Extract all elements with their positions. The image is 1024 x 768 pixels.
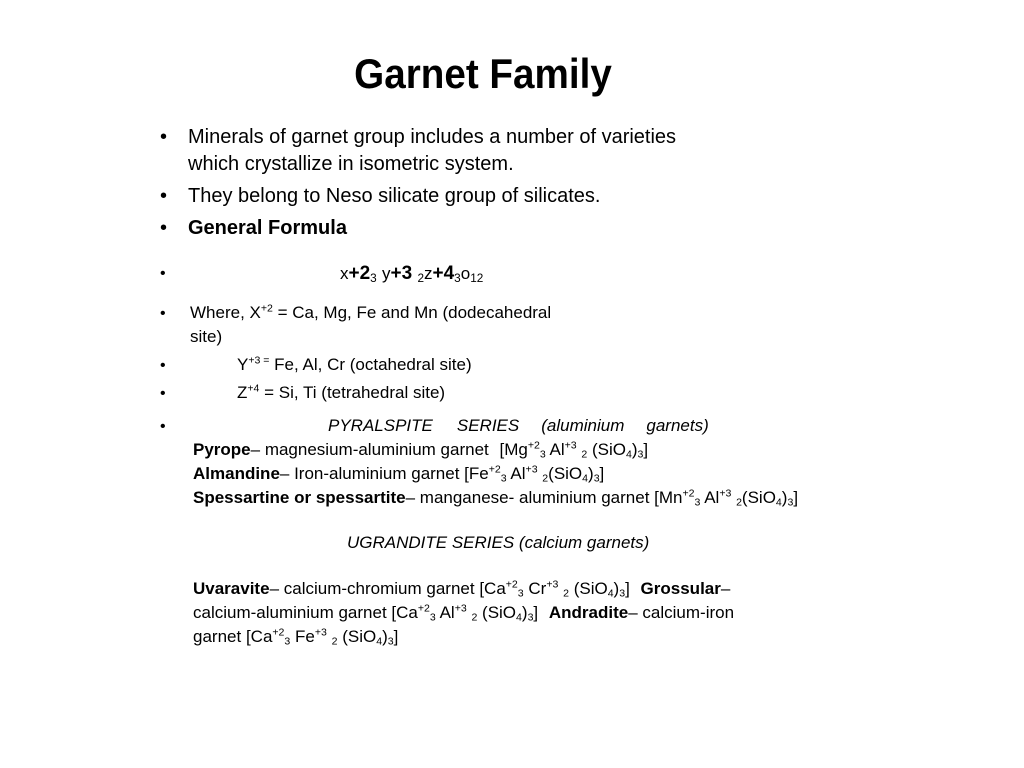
intro-line-2: which crystallize in isometric system. [188, 153, 514, 175]
grossular-line: calcium-aluminium garnet [$Ca^{+2}_3$ $Al^{+3}$ $_2$ $(SiO_4)_3$] Andradite– calcium-iron [193, 602, 735, 624]
pyrope-line: Pyrope– magnesium-aluminium garnet [$Mg^{+2}_3$ $Al^{+3}$ $_2$ $(SiO_4)_3$] [193, 439, 649, 461]
ugrandite-heading: UGRANDITE SERIES (calcium garnets) [347, 533, 650, 552]
bullet: • [160, 126, 168, 148]
where-y-line: $Y^{+3 =}$ Fe, Al, Cr (octahedral site) [237, 354, 472, 374]
where-z-line: $Z^{+4} = Si$, Ti (tetrahedral site) [237, 382, 446, 402]
intro-line-1: Minerals of garnet group includes a number of varieties [188, 126, 677, 148]
bullet: • [160, 385, 166, 402]
bullet: • [160, 418, 166, 435]
bullet: • [160, 305, 166, 322]
almandine-line: Almandine– Iron-aluminium garnet [$Fe^{+2}_3$ $Al^{+3}$ $_2(SiO_4)_3$] [193, 463, 605, 485]
general-formula-label: General Formula [188, 217, 347, 239]
spessartine-line: Spessartine or spessartite– manganese- aluminium garnet [$Mn^{+2}_3$ $Al^{+3}$ $_2(SiO_4)_3$] [193, 487, 799, 509]
andradite-line: garnet [$Ca^{+2}_3$ $Fe^{+3}$ $_2$ $(SiO_4)_3$] [193, 626, 399, 648]
bullet: • [160, 357, 166, 374]
pyralspite-heading: PYRALSPITE SERIES (aluminium garnets) [328, 416, 709, 435]
page-title: Garnet Family [354, 50, 612, 97]
bullet: • [160, 265, 166, 282]
where-x-line-2: site) [190, 327, 223, 346]
bullet: • [160, 185, 168, 207]
bullet: • [160, 217, 168, 239]
uvaravite-line: Uvaravite– calcium-chromium garnet [$Ca^{+2}_3$ $Cr^{+3}$ $_2$ $(SiO_4)_3$] Grossular– [193, 578, 731, 600]
general-formula: $x+2_3$ y+3 $_2z+4_3o_{12}$ [340, 263, 484, 285]
intro-line-3: They belong to Neso silicate group of silicates. [188, 185, 601, 207]
where-x-line: Where, $X^{+2} = Ca$, Mg, Fe and Mn (dodecahedral [190, 302, 552, 322]
